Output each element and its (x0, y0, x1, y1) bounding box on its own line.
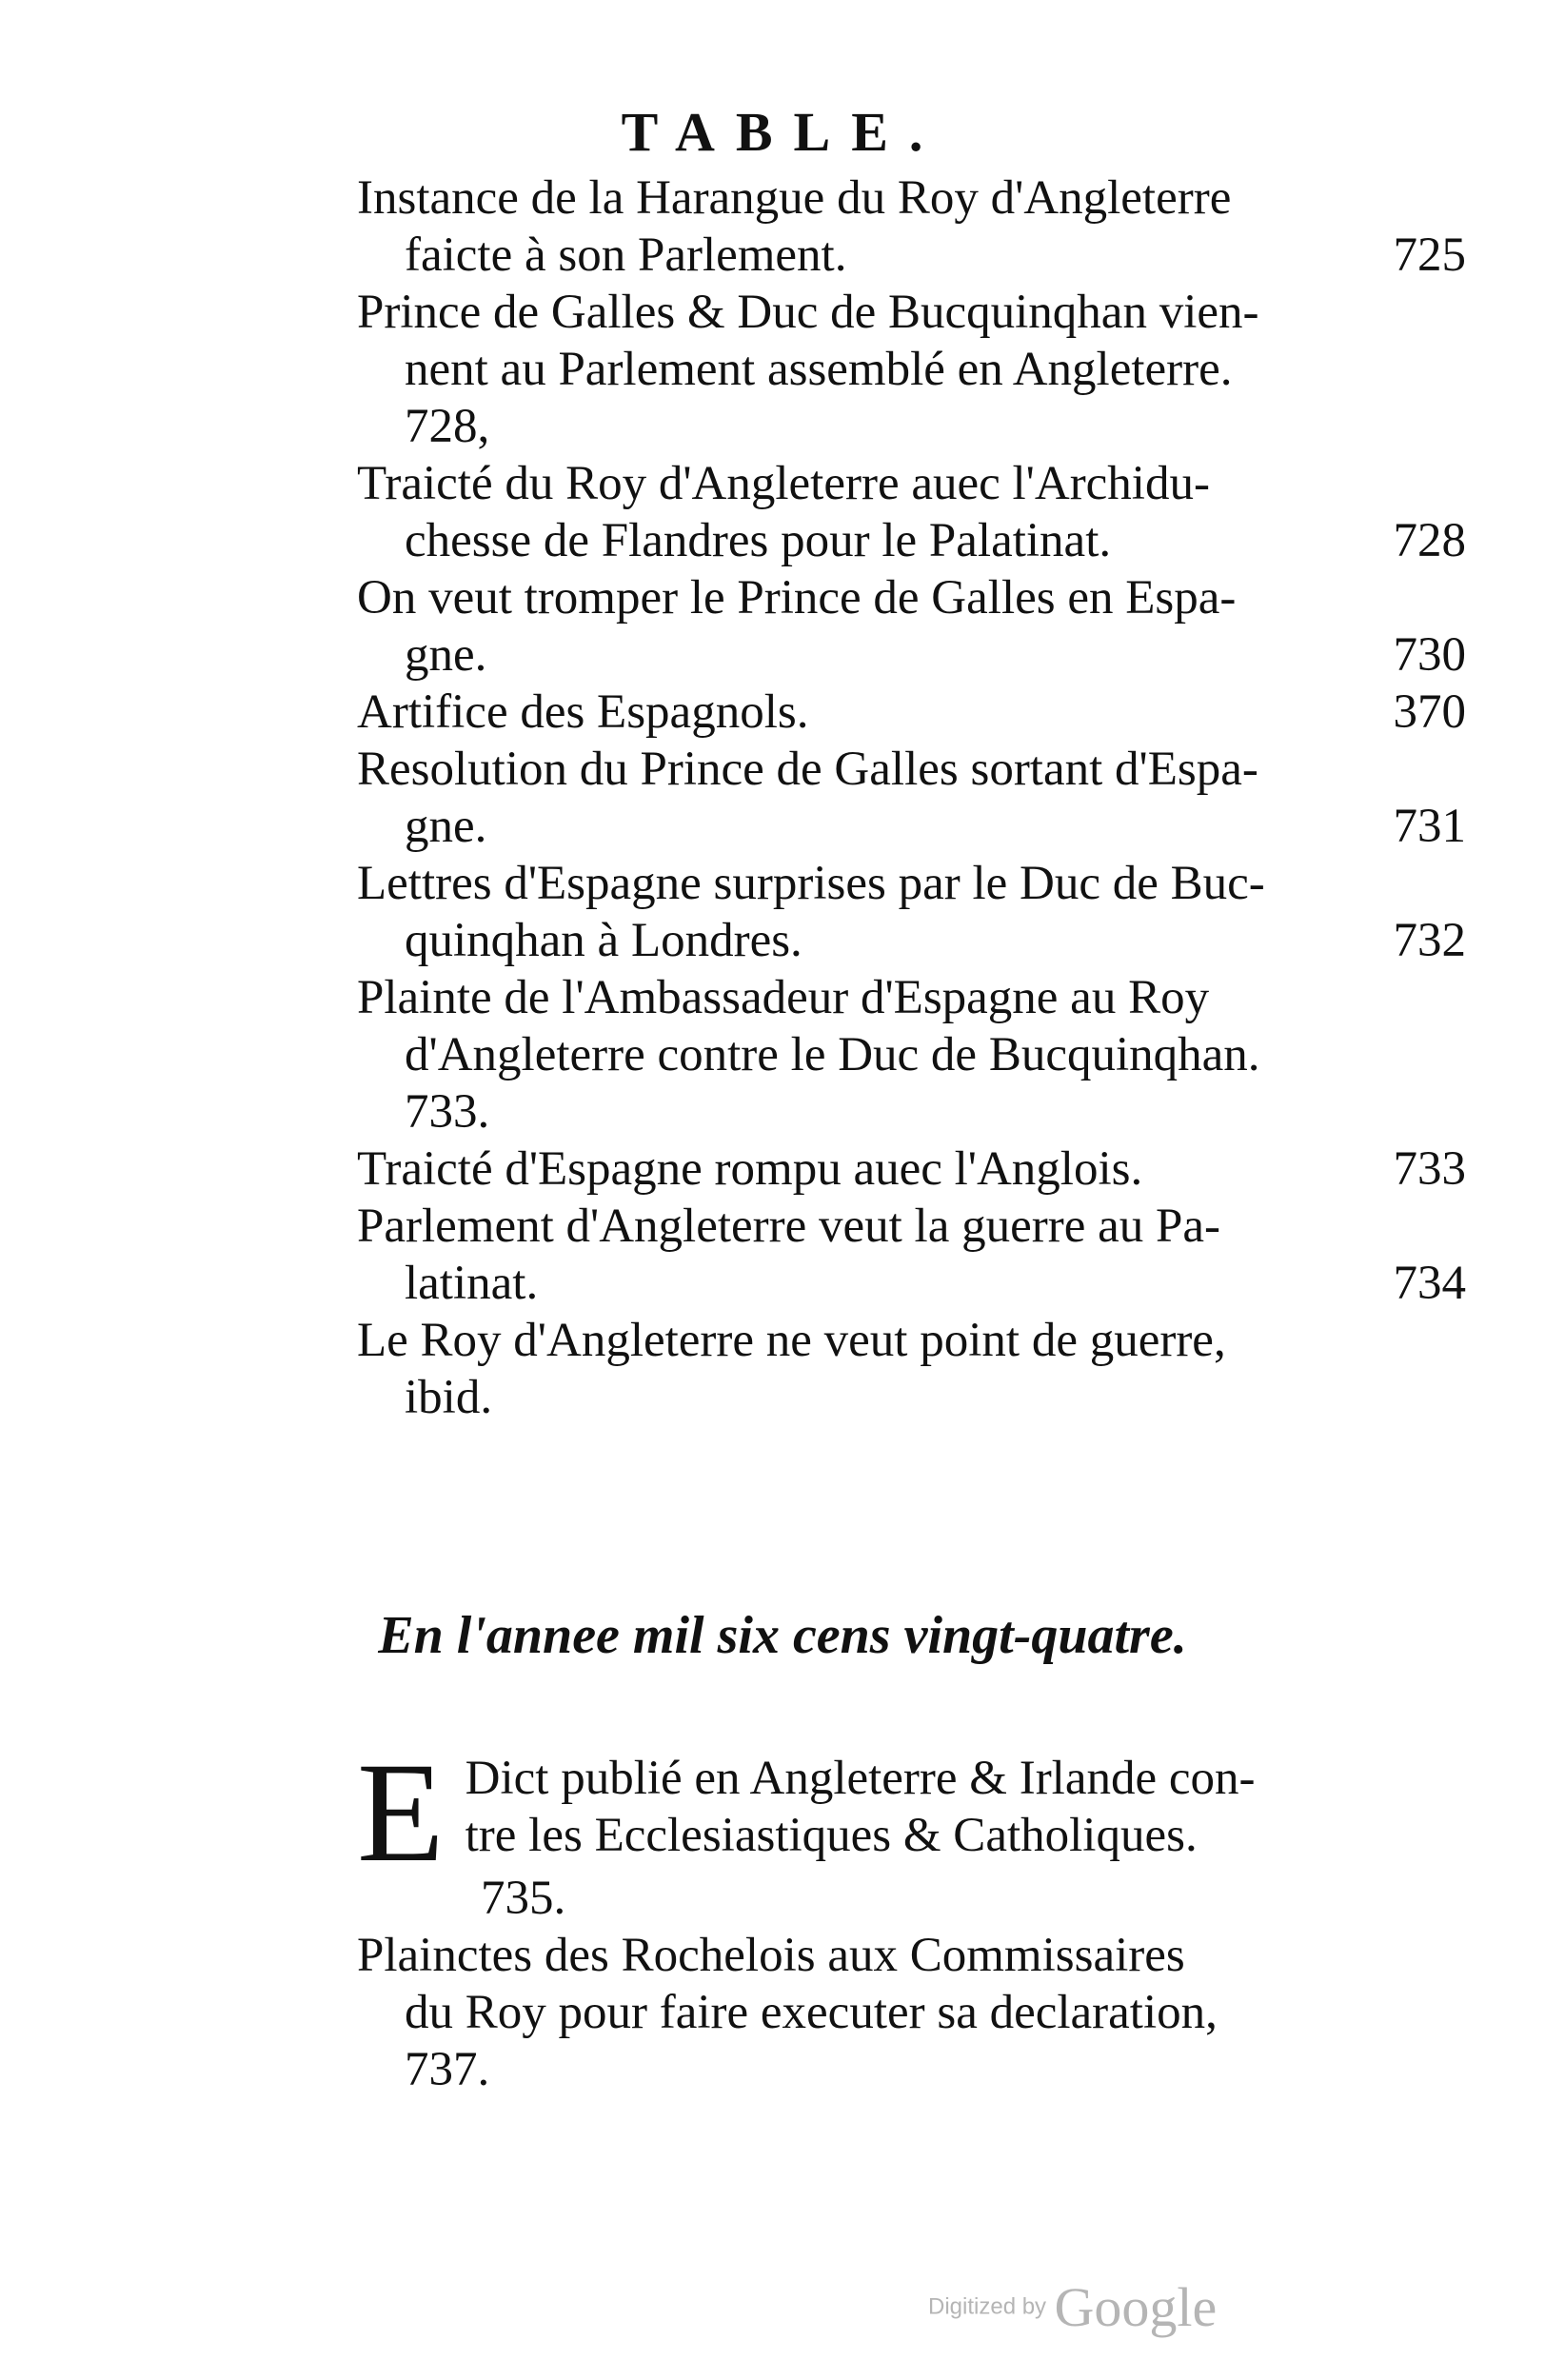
page-number: 370 (1393, 685, 1466, 739)
page-number: 725 (1393, 228, 1466, 282)
entry-line: Instance de la Harangue du Roy d'Angleterre (357, 171, 1232, 225)
entry-line: Traicté d'Espagne rompu auec l'Anglois. 733 (357, 1142, 1466, 1196)
index-entry (357, 169, 1466, 284)
index-entries (357, 169, 1466, 1426)
entry-line: Resolution du Prince de Galles sortant d'Espa- (357, 743, 1258, 796)
entry-line: tre les Ecclesiastiques & Catholiques. (465, 1809, 1198, 1862)
google-logo: Google (1054, 2276, 1218, 2338)
index-entry (357, 1140, 1466, 1198)
entry-line: Dict publié en Angleterre & Irlande con- (465, 1752, 1256, 1805)
entry-line: gne. 730 (405, 628, 1466, 682)
index-entry (357, 284, 1466, 455)
entry-line: Plainte de l'Ambassadeur d'Espagne au Roy (357, 971, 1210, 1024)
index-entry (357, 1198, 1466, 1312)
index-entry (357, 855, 1466, 969)
page-number: 735. (481, 1872, 566, 1925)
watermark-prefix: Digitized by (928, 2293, 1047, 2320)
index-entry (357, 1734, 1466, 1927)
index-entry (357, 569, 1466, 684)
section-heading: En l'annee mil six cens vingt-quatre. (378, 1606, 1187, 1665)
page-number: 730 (1393, 628, 1466, 682)
entry-line: d'Angleterre contre le Duc de Bucquinqhan. (405, 1028, 1260, 1081)
index-entry (357, 1927, 1466, 2098)
entry-line: nent au Parlement assemblé en Angleterre. (405, 343, 1233, 396)
index-entries-1624 (357, 1734, 1466, 2098)
page-number: 737. (405, 2043, 490, 2096)
page-number: 733 (1393, 1142, 1466, 1196)
index-entry (357, 741, 1466, 855)
entry-line: ibid. (405, 1371, 493, 1424)
entry-line: du Roy pour faire executer sa declaration, (405, 1986, 1218, 2039)
index-entry (357, 455, 1466, 569)
entry-line: quinqhan à Londres. 732 (405, 914, 1466, 967)
entry-line: Traicté du Roy d'Angleterre auec l'Archidu- (357, 457, 1210, 510)
page-number: 731 (1393, 800, 1466, 853)
index-entry (357, 969, 1466, 1140)
entry-line: Le Roy d'Angleterre ne veut point de guerre, (357, 1314, 1226, 1367)
entry-line: Parlement d'Angleterre veut la guerre au Pa- (357, 1200, 1220, 1253)
entry-line: faicte à son Parlement. 725 (405, 228, 1466, 282)
page-number: 733. (405, 1085, 490, 1139)
page-number: 732 (1393, 914, 1466, 967)
entry-line: gne. 731 (405, 800, 1466, 853)
entry-line: Artifice des Espagnols. 370 (357, 685, 1466, 739)
drop-cap: E (357, 1734, 445, 1892)
entry-line: Lettres d'Espagne surprises par le Duc de Buc- (357, 857, 1265, 910)
entry-line: Plainctes des Rochelois aux Commissaires (357, 1929, 1185, 1982)
page-number: 728, (405, 400, 490, 453)
index-entry (357, 684, 1466, 741)
running-header: TABLE. (621, 101, 944, 163)
entry-line: On veut tromper le Prince de Galles en Espa- (357, 571, 1237, 625)
page-number: 728 (1393, 514, 1466, 567)
page-number: 734 (1393, 1257, 1466, 1310)
entry-line: Prince de Galles & Duc de Bucquinqhan vien- (357, 286, 1259, 339)
digitized-watermark (928, 2275, 1217, 2339)
index-entry (357, 1312, 1466, 1426)
entry-line: latinat. 734 (405, 1257, 1466, 1310)
entry-line: chesse de Flandres pour le Palatinat. 728 (405, 514, 1466, 567)
